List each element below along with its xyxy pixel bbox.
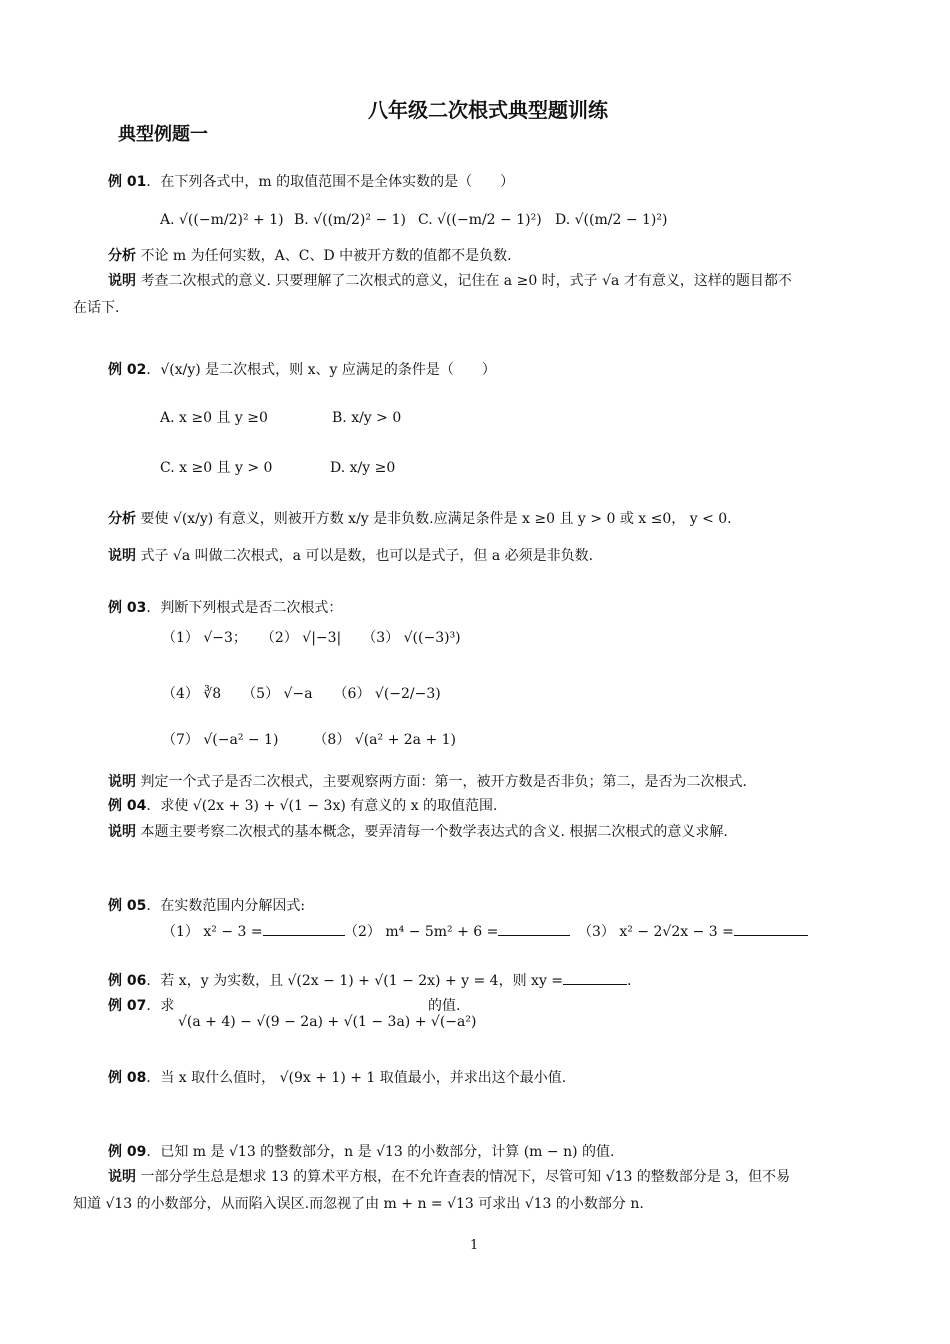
note-text: 本题主要考察二次根式的基本概念，要弄清每一个数学表达式的含义. 根据二次根式的意义求解. <box>140 824 728 840</box>
example-03-row-3: （7） √(−a² − 1) （8） √(a² + 2a + 1) <box>162 732 457 748</box>
example-text: ．已知 m 是 √13 的整数部分，n 是 √13 的小数部分，计算 (m − n) 的值. <box>146 1144 615 1160</box>
example-02-option-b: B. x/y > 0 <box>332 410 402 426</box>
example-label: 例 06 <box>108 973 147 989</box>
example-04-stem <box>108 796 498 816</box>
note-text: 一部分学生总是想求 13 的算术平方根，在不允许查表的情况下，尽管可知 √13 的整数部分是 3，但不易 <box>140 1169 791 1185</box>
example-label: 例 08 <box>108 1070 147 1086</box>
example-text: ．在下列各式中，m 的取值范围不是全体实数的是（ ） <box>146 174 515 190</box>
page-number: 1 <box>470 1238 479 1253</box>
note-label: 说明 <box>108 1169 136 1185</box>
example-01-option-d: D. √((m/2 − 1)²) <box>555 212 668 228</box>
example-05-part-2 <box>344 921 570 942</box>
analysis-label: 分析 <box>108 248 136 264</box>
example-01-stem <box>108 172 514 192</box>
note-text: 判定一个式子是否二次根式，主要观察两方面：第一，被开方数是否非负；第二，是否为二次根式. <box>140 774 747 790</box>
example-09-stem <box>108 1142 614 1162</box>
example-02-option-d: D. x/y ≥0 <box>330 460 396 476</box>
example-05-part-1 <box>162 921 345 942</box>
example-03-stem <box>108 598 342 618</box>
example-07-stem <box>108 996 174 1016</box>
example-02-option-a: A. x ≥0 且 y ≥0 <box>160 410 268 426</box>
example-08-stem <box>108 1068 566 1088</box>
analysis-text: 不论 m 为任何实数，A、C、D 中被开方数的值都不是负数. <box>140 248 512 264</box>
example-02-option-c: C. x ≥0 且 y > 0 <box>160 460 273 476</box>
example-text: ．若 x，y 为实数，且 √(2x − 1) + √(1 − 2x) + y = 4，则 xy = <box>146 973 564 989</box>
example-07-expression: √(a + 4) − √(9 − 2a) + √(1 − 3a) + √(−a²) <box>178 1014 477 1030</box>
example-09-note-cont: 知道 √13 的小数部分，从而陷入误区.而忽视了由 m + n = √13 可求出 √13 的小数部分 n. <box>73 1196 644 1212</box>
example-01-option-c: C. √((−m/2 − 1)²) <box>418 212 542 228</box>
example-01-option-a: A. √((−m/2)² + 1) <box>160 212 284 228</box>
example-label: 例 02 <box>108 362 147 378</box>
example-label: 例 07 <box>108 998 147 1014</box>
note-text: 式子 √a 叫做二次根式，a 可以是数，也可以是式子，但 a 必须是非负数. <box>140 548 594 564</box>
example-01-analysis <box>108 246 512 266</box>
example-04-note <box>108 822 728 842</box>
example-06-stem <box>108 970 631 991</box>
note-label: 说明 <box>108 824 136 840</box>
example-07-end: 的值. <box>428 998 461 1014</box>
note-label: 说明 <box>108 774 136 790</box>
example-text: ．判断下列根式是否二次根式： <box>146 600 343 616</box>
section-heading: 典型例题一 <box>118 124 208 145</box>
example-01-note-cont: 在话下. <box>73 300 120 316</box>
note-label: 说明 <box>108 273 136 289</box>
answer-blank <box>563 970 627 985</box>
example-03-note <box>108 772 747 792</box>
example-label: 例 04 <box>108 798 147 814</box>
note-text: 考查二次根式的意义. 只要理解了二次根式的意义，记住在 a ≥0 时，式子 √a 才有意义，这样的题目都不 <box>140 273 792 289</box>
example-text: ．在实数范围内分解因式: <box>146 898 306 914</box>
example-03-row-2: （4） ∛8 （5） √−a （6） √(−2/−3) <box>162 686 441 702</box>
example-09-note <box>108 1167 790 1187</box>
example-label: 例 01 <box>108 174 147 190</box>
factor-expression: （3） x² − 2√2x − 3 = <box>578 924 734 940</box>
example-text: ．求 <box>146 998 175 1014</box>
example-text: ．求使 √(2x + 3) + √(1 − 3x) 有意义的 x 的取值范围. <box>146 798 498 814</box>
analysis-text: 要使 √(x/y) 有意义，则被开方数 x/y 是非负数.应满足条件是 x ≥0 且 y > 0 或 x ≤0， y < 0. <box>140 511 732 527</box>
example-label: 例 05 <box>108 898 147 914</box>
example-03-row-1: （1） √−3； （2） √|−3| （3） √((−3)³) <box>162 630 461 646</box>
note-label: 说明 <box>108 548 136 564</box>
example-05-stem <box>108 896 305 916</box>
answer-blank <box>734 921 808 936</box>
factor-expression: （2） m⁴ − 5m² + 6 = <box>344 924 499 940</box>
example-02-analysis <box>108 509 732 529</box>
page-title: 八年级二次根式典型题训练 <box>368 98 608 122</box>
answer-blank <box>498 921 570 936</box>
factor-expression: （1） x² − 3 = <box>162 924 263 940</box>
example-text: ．当 x 取什么值时， √(9x + 1) + 1 取值最小，并求出这个最小值. <box>146 1070 567 1086</box>
analysis-label: 分析 <box>108 511 136 527</box>
example-01-note <box>108 271 792 291</box>
example-text: ．√(x/y) 是二次根式，则 x、y 应满足的条件是（ ） <box>146 362 496 378</box>
example-02-stem <box>108 360 496 380</box>
answer-blank <box>263 921 345 936</box>
example-02-note <box>108 546 593 566</box>
example-end: . <box>627 973 632 989</box>
example-01-option-b: B. √((m/2)² − 1) <box>294 212 407 228</box>
example-label: 例 03 <box>108 600 147 616</box>
example-label: 例 09 <box>108 1144 147 1160</box>
example-05-part-3 <box>578 921 808 942</box>
